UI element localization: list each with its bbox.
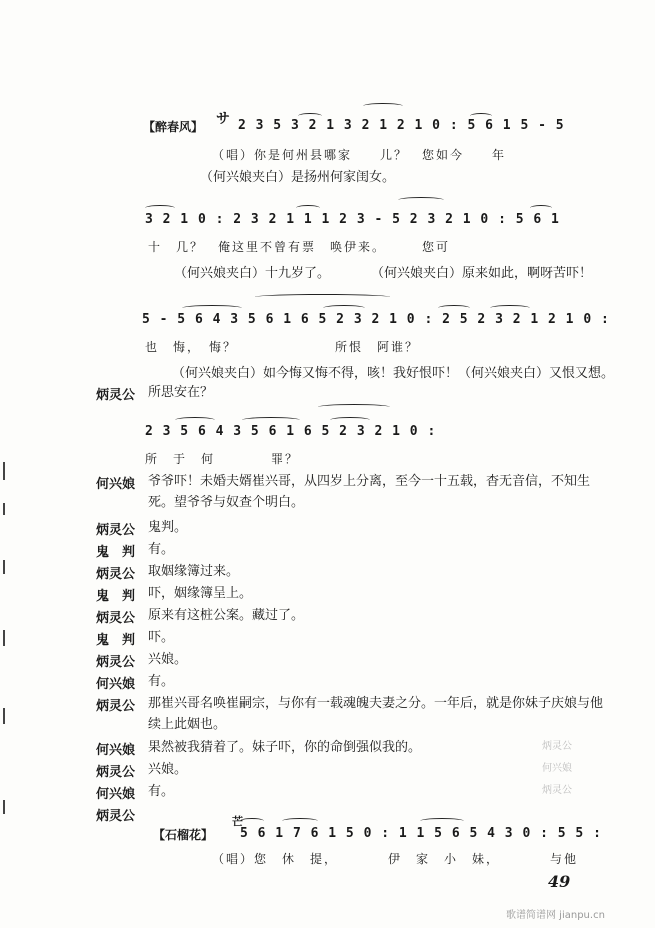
spoken-aside: （何兴娘夹白）如今悔又悔不得，咳！我好恨吓！（何兴娘夹白）又恨又想。 — [172, 366, 615, 381]
speaker-label: 鬼 判 — [96, 589, 136, 604]
speech-text: 兴娘。 — [148, 652, 188, 667]
slur — [255, 294, 390, 300]
lyrics-row: （唱）你是何州县哪家 儿？ 您如今 年 — [212, 148, 507, 162]
notation-row: 5 6 1 7 6 1 5 0 : 1 1 5 6 5 4 3 0 : 5 5 : — [240, 826, 602, 841]
slur — [323, 305, 365, 311]
tempo-mark: 芒 — [232, 815, 243, 828]
speaker-label: 炳灵公 — [96, 388, 136, 403]
slur — [398, 197, 444, 203]
slur — [530, 205, 552, 211]
speech-text: 那崔兴哥名唤崔嗣宗，与你有一载魂魄夫妻之分。一年后，就是你妹子庆娘与他续上此姻也。 — [148, 696, 604, 732]
spoken-aside: （何兴娘夹白）原来如此，啊呀苦吓！ — [371, 266, 593, 281]
speech-text: 鬼判。 — [148, 520, 188, 535]
spoken-aside: （何兴娘夹白）是扬州何家闺女。 — [200, 170, 396, 185]
slur — [438, 305, 470, 311]
speech-text: 吓，姻缘簿呈上。 — [148, 586, 253, 601]
margin-mark — [3, 630, 5, 646]
speech-text: 所思安在？ — [148, 385, 214, 400]
margin-mark — [3, 800, 5, 814]
margin-mark — [3, 560, 5, 574]
bleed-through-text: 炳灵公 — [542, 785, 572, 796]
site-watermark: 歌谱简谱网 jianpu.cn — [506, 910, 605, 921]
slur — [296, 205, 320, 211]
notation-row: 2 3 5 3 2 1 3 2 1 2 1 0 : 5 6 1 5 - 5 — [238, 118, 565, 133]
slur — [318, 404, 390, 410]
slur — [175, 417, 215, 423]
slur — [240, 818, 264, 824]
tune-label: 【醉春风】 — [143, 120, 204, 134]
slur — [182, 305, 242, 311]
speaker-label: 鬼 判 — [96, 545, 136, 560]
speaker-label: 炳灵公 — [96, 523, 136, 538]
slur — [242, 417, 300, 423]
page-number: 49 — [548, 872, 571, 891]
lyrics-row: 所 于 何 罪？ — [145, 452, 300, 466]
speaker-label: 鬼 判 — [96, 633, 136, 648]
tempo-mark: サ — [216, 111, 230, 127]
slur — [282, 818, 318, 824]
margin-mark — [3, 462, 5, 480]
speaker-label: 何兴娘 — [96, 743, 136, 758]
bleed-through-text: 炳灵公 — [542, 741, 572, 752]
speaker-label: 炳灵公 — [96, 567, 136, 582]
notation-row: 3 2 1 0 : 2 3 2 1 1 1 2 3 - 5 2 3 2 1 0 : 5 6 1 — [145, 212, 560, 227]
notation-row: 5 - 5 6 4 3 5 6 1 6 5 2 3 2 1 0 : 2 5 2 3 2 1 2 1 0 : — [142, 312, 610, 327]
slur — [490, 305, 530, 311]
margin-mark — [3, 503, 5, 515]
speech-text: 吓。 — [148, 630, 175, 645]
bleed-through-text: 何兴娘 — [542, 763, 572, 774]
lyrics-row: （唱）您 休 提， 伊 家 小 妹， 与他 — [212, 852, 579, 866]
speech-text: 爷爷吓！未婚夫婿崔兴哥，从四岁上分离，至今一十五载，杳无音信，不知生死。望爷爷与奴查个明白。 — [148, 474, 591, 510]
spoken-aside: （何兴娘夹白）十九岁了。 — [174, 266, 331, 281]
speech-text: 有。 — [148, 674, 175, 689]
slur — [363, 103, 403, 109]
speaker-label: 何兴娘 — [96, 787, 136, 802]
speaker-label: 炳灵公 — [96, 809, 136, 824]
speech-text: 果然被我猜着了。妹子吓，你的命倒强似我的。 — [148, 740, 422, 755]
slur — [145, 205, 175, 211]
tune-label: 【石榴花】 — [153, 828, 214, 842]
speaker-label: 炳灵公 — [96, 699, 136, 714]
notation-row: 2 3 5 6 4 3 5 6 1 6 5 2 3 2 1 0 : — [145, 424, 437, 439]
speech-text: 取姻缘簿过来。 — [148, 564, 240, 579]
lyrics-row: 十 几？ 俺这里不曾有票 唤伊来。 您可 — [148, 240, 451, 254]
speech-text: 有。 — [148, 784, 175, 799]
margin-mark — [3, 708, 5, 724]
speech-text: 有。 — [148, 542, 175, 557]
slur — [330, 417, 370, 423]
speech-text: 兴娘。 — [148, 762, 188, 777]
speaker-label: 炳灵公 — [96, 765, 136, 780]
speaker-label: 何兴娘 — [96, 677, 136, 692]
slur — [420, 818, 464, 824]
speaker-label: 炳灵公 — [96, 655, 136, 670]
speaker-label: 何兴娘 — [96, 477, 136, 492]
speech-text: 原来有这桩公案。藏过了。 — [148, 608, 305, 623]
lyrics-row: 也 悔， 悔？ 所恨 阿谁？ — [145, 340, 420, 354]
speaker-label: 炳灵公 — [96, 611, 136, 626]
